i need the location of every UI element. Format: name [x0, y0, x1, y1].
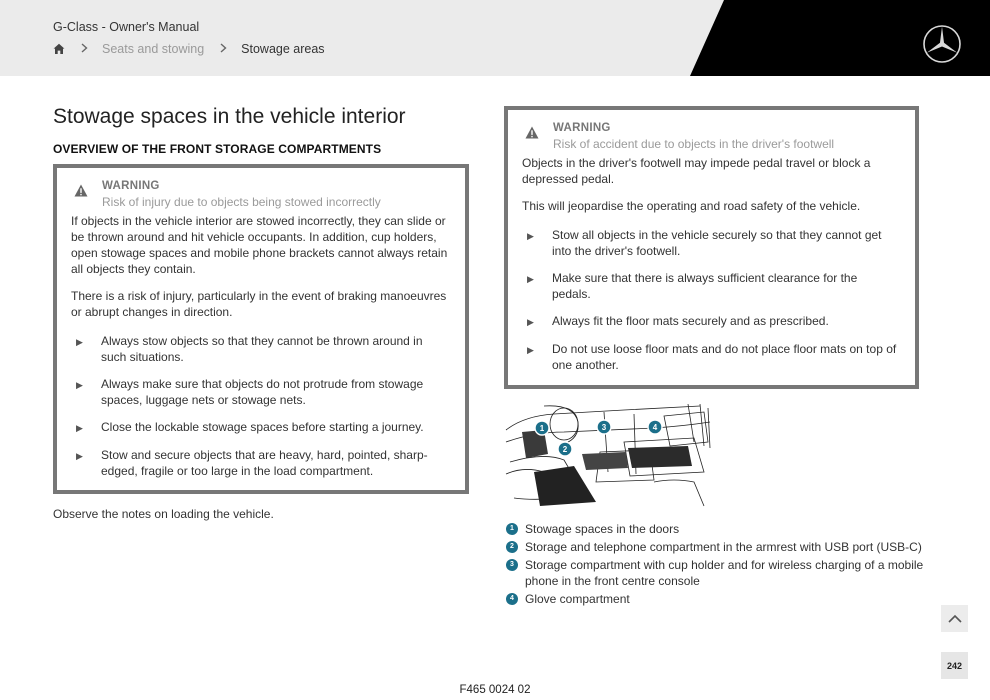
- list-item: ▶ Make sure that there is always sufficient clearance for the pedals.: [522, 270, 899, 302]
- list-item: 1 Stowage spaces in the doors: [504, 521, 924, 537]
- warning-bullet-list: [522, 227, 899, 373]
- warning-triangle-icon: [525, 126, 539, 139]
- warning-header: [522, 122, 899, 151]
- scroll-to-top-button[interactable]: [941, 605, 968, 632]
- callout-4: [648, 420, 662, 434]
- play-triangle-icon: ▶: [527, 317, 534, 327]
- home-icon[interactable]: [53, 43, 65, 55]
- warning-paragraph: There is a risk of injury, particularly in the event of braking manoeuvres or abrupt changes in direction.: [71, 289, 447, 319]
- section-heading: OVERVIEW OF THE FRONT STORAGE COMPARTMENTS: [53, 142, 382, 156]
- list-item: ▶ Stow all objects in the vehicle securely so that they cannot get into the driver's footwell.: [522, 227, 899, 259]
- warning-label: WARNING: [553, 122, 611, 134]
- list-item: 2 Storage and telephone compartment in the armrest with USB port (USB-C): [504, 539, 924, 555]
- page-number: 242: [941, 652, 968, 679]
- warning-box-footwell: [504, 106, 919, 389]
- svg-text:3: 3: [601, 423, 607, 432]
- interior-illustration: [504, 402, 712, 508]
- warning-bullet-list: [71, 333, 449, 479]
- chevron-right-icon: [81, 42, 88, 56]
- warning-paragraph: Objects in the driver's footwell may impede pedal travel or block a depressed pedal.: [522, 156, 871, 186]
- list-item: ▶ Stow and secure objects that are heavy, hard, pointed, sharp-edged, fragile or too large in the load compartment.: [71, 447, 449, 479]
- mercedes-star-logo[interactable]: [922, 24, 962, 64]
- list-item: ▶ Always fit the floor mats securely and as prescribed.: [522, 313, 899, 330]
- warning-paragraph: If objects in the vehicle interior are stowed incorrectly, they can slide or be thrown around and hit vehicle occupants. In addition, cup holders, open stowage spaces and mobile phone brackets cannot always retain all objects they contain.: [71, 214, 448, 276]
- list-item: ▶ Always make sure that objects do not protrude from stowage spaces, luggage nets or stowage nets.: [71, 376, 449, 408]
- chevron-right-icon: [220, 42, 227, 56]
- play-triangle-icon: ▶: [76, 423, 83, 433]
- chevron-up-icon: [948, 610, 962, 628]
- svg-text:1: 1: [539, 424, 545, 433]
- callout-2: [558, 442, 572, 456]
- manual-title: G-Class - Owner's Manual: [53, 20, 200, 34]
- breadcrumb-item-seats[interactable]: Seats and stowing: [102, 42, 205, 56]
- warning-header: [71, 180, 449, 209]
- warning-label: WARNING: [102, 180, 160, 192]
- callout-number: 4: [506, 593, 518, 605]
- warning-subtitle: Risk of accident due to objects in the driver's footwell: [553, 137, 835, 151]
- warning-paragraph: This will jeopardise the operating and road safety of the vehicle.: [522, 199, 861, 213]
- play-triangle-icon: ▶: [527, 231, 534, 241]
- warning-subtitle: Risk of injury due to objects being stowed incorrectly: [102, 195, 381, 209]
- figure-legend: [504, 521, 924, 609]
- warning-triangle-icon: [74, 184, 88, 197]
- play-triangle-icon: ▶: [527, 345, 534, 355]
- callout-number: 2: [506, 541, 518, 553]
- svg-text:4: 4: [652, 423, 658, 432]
- breadcrumb: [53, 42, 325, 56]
- breadcrumb-item-current: Stowage areas: [241, 42, 325, 56]
- warning-box-stowing: [53, 164, 469, 494]
- page-header: [0, 0, 990, 76]
- callout-3: [597, 420, 611, 434]
- figure-code: F465 0024 02: [459, 684, 531, 696]
- list-item: ▶ Close the lockable stowage spaces before starting a journey.: [71, 419, 449, 436]
- list-item: ▶ Do not use loose floor mats and do not place floor mats on top of one another.: [522, 341, 899, 373]
- svg-text:2: 2: [562, 445, 568, 454]
- play-triangle-icon: ▶: [527, 274, 534, 284]
- observe-note: Observe the notes on loading the vehicle.: [53, 507, 274, 521]
- callout-1: [535, 421, 549, 435]
- page-title: Stowage spaces in the vehicle interior: [53, 105, 406, 128]
- play-triangle-icon: ▶: [76, 380, 83, 390]
- play-triangle-icon: ▶: [76, 451, 83, 461]
- list-item: 4 Glove compartment: [504, 591, 924, 607]
- callout-number: 3: [506, 559, 518, 571]
- list-item: ▶ Always stow objects so that they cannot be thrown around in such situations.: [71, 333, 449, 365]
- list-item: 3 Storage compartment with cup holder and for wireless charging of a mobile phone in the front centre console: [504, 557, 924, 589]
- play-triangle-icon: ▶: [76, 337, 83, 347]
- callout-number: 1: [506, 523, 518, 535]
